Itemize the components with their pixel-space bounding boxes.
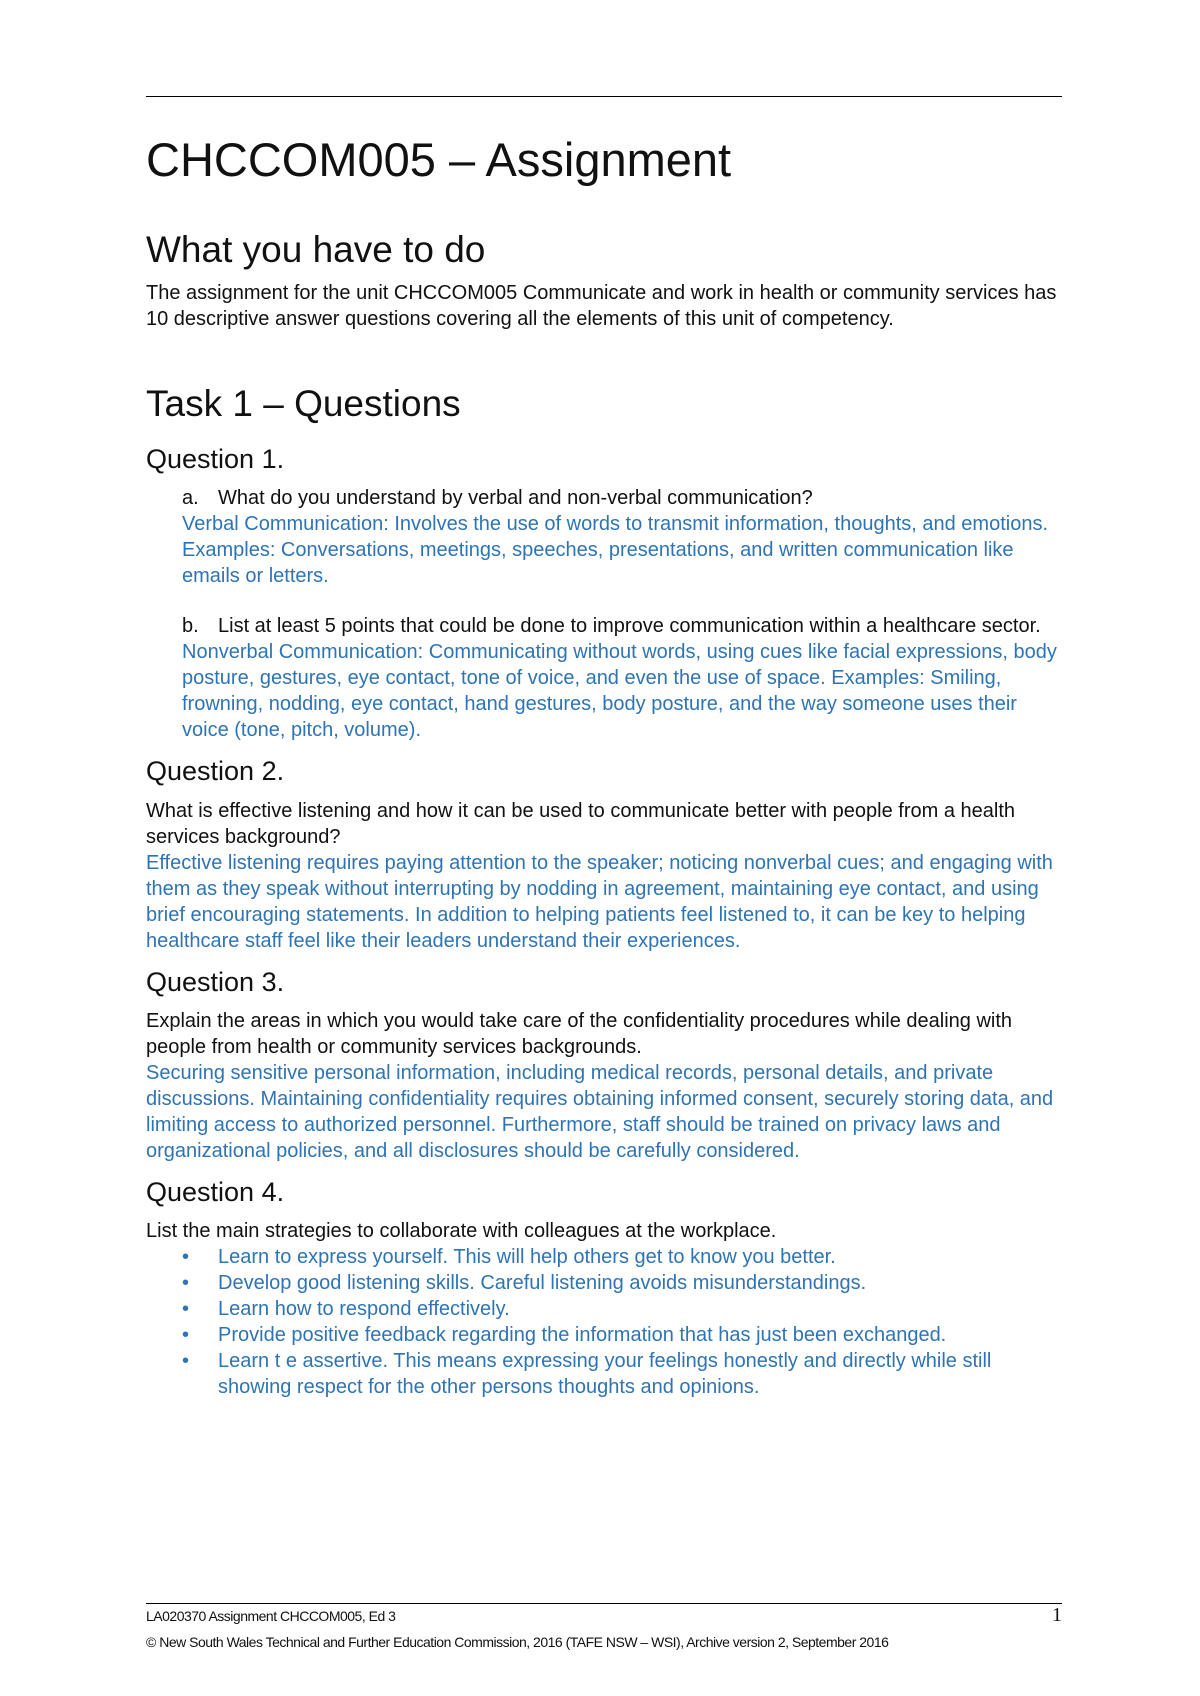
question-1b-answer: Nonverbal Communication: Communicating without words, using cues like facial expressions, body posture, gestures, eye contact, tone of voice, and even the use of space. Examples: Smiling, frowning, nodding, eye contact, hand gestures, body posture, and the way someone uses their voice (tone, pitch, volume). [182,641,1057,742]
footer-reference: LA020370 Assignment CHCCOM005, Ed 3 [146,1608,396,1624]
section-heading-task-1: Task 1 – Questions [146,383,461,425]
list-marker: a. [182,487,199,510]
question-1-part-b [182,613,1062,743]
question-1-part-a [182,485,1062,589]
list-marker: b. [182,615,199,638]
question-3-heading: Question 3. [146,966,285,997]
question-4-answer-list [146,1244,1062,1400]
header-rule [146,96,1062,97]
list-item: • Learn how to respond effectively. [182,1298,510,1321]
document-body [146,228,1062,1400]
bullet-icon: • [182,1350,190,1373]
bullet-icon: • [182,1298,190,1321]
page-number: 1 [1052,1604,1062,1626]
question-3-answer: Securing sensitive personal information, including medical records, personal details, and private discussions. Maintaining confidentiality requires obtaining informed consent, securely storing data, and limiting access to authorized personnel. Furthermore, staff should be trained on privacy laws and organizational policies, and all disclosures should be carefully considered. [146,1061,1054,1162]
question-3-text: Explain the areas in which you would take care of the confidentiality procedures while dealing with people from health or community services backgrounds. [146,1009,1013,1058]
footer-rule [146,1603,1062,1604]
bullet-icon: • [182,1246,190,1269]
list-item: • Learn to express yourself. This will help others get to know you better. [182,1246,836,1269]
question-1-heading: Question 1. [146,443,285,474]
intro-paragraph: The assignment for the unit CHCCOM005 Communicate and work in health or community services has 10 descriptive answer questions covering all the elements of this unit of competency. [146,282,1057,331]
bullet-icon: • [182,1272,190,1295]
list-item: • Develop good listening skills. Careful listening avoids misunderstandings. [182,1272,867,1295]
question-4-text: List the main strategies to collaborate with colleagues at the workplace. [146,1220,777,1243]
bullet-icon: • [182,1324,190,1347]
list-item: • Learn t e assertive. This means expressing your feelings honestly and directly while still showing respect for the other persons thoughts and opinions. [182,1350,992,1399]
question-1b-prompt [182,613,1062,639]
question-1a-text: What do you understand by verbal and non-verbal communication? [218,487,813,510]
question-2-heading: Question 2. [146,756,285,787]
list-item: • Provide positive feedback regarding the information that has just been exchanged. [182,1324,947,1347]
document-title: CHCCOM005 – Assignment [146,133,732,186]
footer-copyright: © New South Wales Technical and Further Education Commission, 2016 (TAFE NSW – WSI), Archive version 2, September 2016 [146,1634,889,1650]
question-2-text: What is effective listening and how it can be used to communicate better with people from a health services background? [146,799,1016,848]
question-1a-prompt [182,485,1062,511]
question-4-heading: Question 4. [146,1176,285,1207]
question-1a-answer: Verbal Communication: Involves the use of words to transmit information, thoughts, and emotions. Examples: Conversations, meetings, speeches, presentations, and written communication like emails or letters. [182,513,1048,588]
question-2-answer: Effective listening requires paying attention to the speaker; noticing nonverbal cues; and engaging with them as they speak without interrupting by nodding in agreement, maintaining eye contact, and using brief encouraging statements. In addition to helping patients feel listened to, it can be key to helping healthcare staff feel like their leaders understand their experiences. [146,851,1053,952]
question-1b-text: List at least 5 points that could be done to improve communication within a healthcare sector. [218,615,1041,638]
section-heading-what-you-have-to-do: What you have to do [146,229,486,270]
